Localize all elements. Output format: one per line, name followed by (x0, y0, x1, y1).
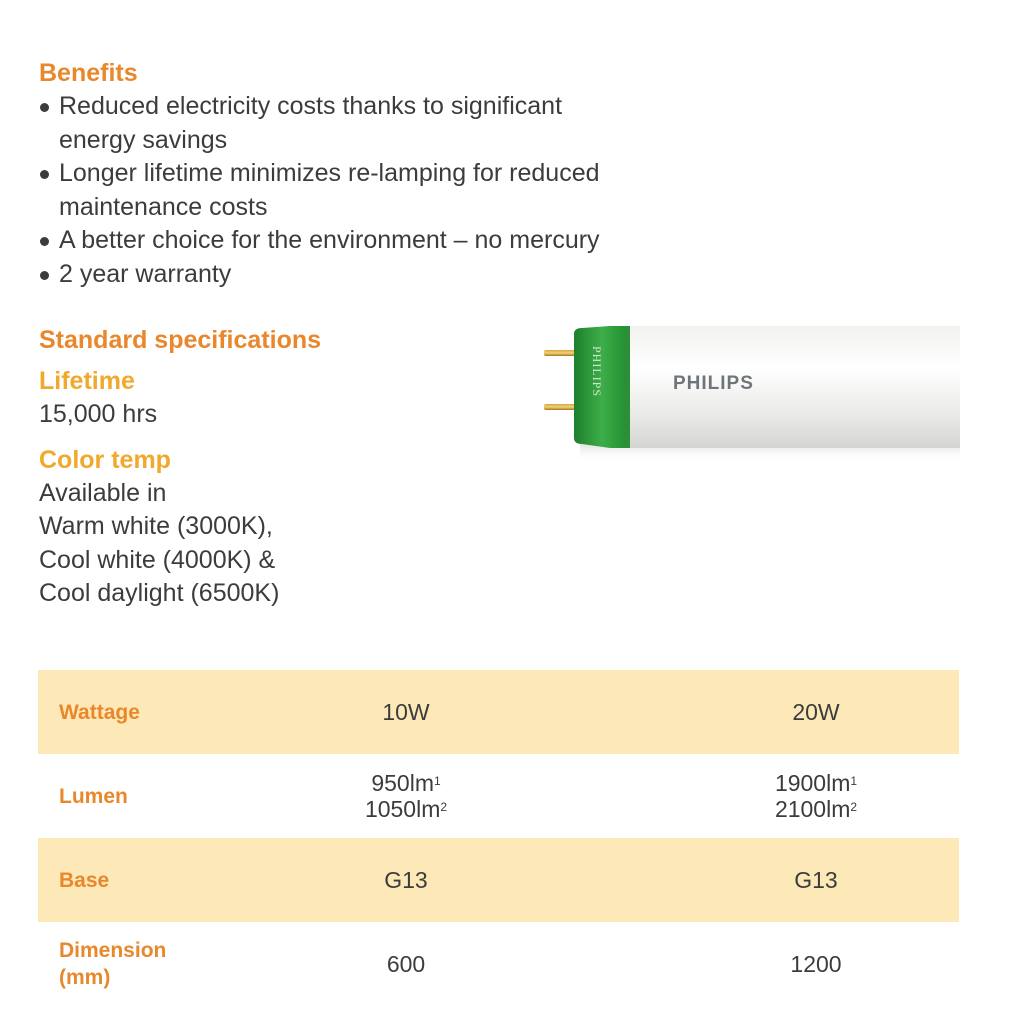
row-label: Lumen (59, 784, 128, 808)
row-label-line: Dimension (59, 939, 167, 962)
benefit-text: energy savings (59, 125, 228, 154)
cap-ring (624, 326, 630, 448)
row-label: Wattage (38, 670, 219, 754)
row-label: Base (38, 838, 219, 922)
lifetime-label: Lifetime (39, 367, 135, 395)
colortemp-line: Cool white (4000K) & (39, 545, 276, 574)
list-item (39, 157, 699, 224)
benefits-heading: Benefits (39, 59, 138, 87)
benefit-text: Longer lifetime minimizes re-lamping for reduced (59, 159, 600, 187)
lifetime-value: 15,000 hrs (39, 400, 158, 428)
bullet-icon (40, 237, 49, 246)
lumen-value: 950lm (371, 770, 434, 796)
svg-text:PHILIPS: PHILIPS (590, 346, 604, 398)
lumen-value: 1900lm (774, 770, 851, 796)
colortemp-value (39, 477, 499, 611)
bullet-icon (40, 170, 49, 179)
footnote-mark: 2 (850, 800, 858, 814)
pin-bottom (544, 404, 578, 410)
colortemp-line: Cool daylight (6500K) (39, 579, 280, 607)
benefit-text: maintenance costs (59, 192, 268, 221)
specs-heading: Standard specifications (39, 326, 322, 354)
cap-brand-text (590, 346, 604, 397)
colortemp-line: Available in (39, 478, 167, 507)
table-row (38, 670, 959, 754)
bullet-icon (40, 103, 49, 112)
lumen-value: 2100lm (774, 796, 851, 822)
table-row (38, 922, 959, 1006)
table-row (38, 754, 959, 838)
row-label (38, 922, 219, 1006)
spec-table (38, 670, 959, 1006)
cell-20w: 20W (673, 670, 959, 754)
benefit-text: Reduced electricity costs thanks to significant (59, 92, 563, 120)
cell-dimension-10w: 600 (386, 951, 426, 977)
cell-dimension-20w: 1200 (790, 951, 842, 977)
tube-brand-text: PHILIPS (673, 373, 754, 394)
cell-lumen-10w (219, 754, 673, 838)
cell-base-20w: G13 (673, 838, 959, 922)
cell-lumen-20w (673, 754, 959, 838)
footnote-mark: 1 (850, 774, 858, 788)
cell-10w: 10W (219, 670, 673, 754)
standard-specifications (39, 323, 499, 623)
led-tube-image (540, 318, 960, 468)
list-item (39, 224, 699, 258)
row-label-line: (mm) (59, 966, 111, 989)
benefits-list (39, 90, 699, 291)
colortemp-label: Color temp (39, 445, 171, 474)
table-row (38, 838, 959, 922)
benefits-section (39, 56, 979, 291)
cell-base-10w: G13 (219, 838, 673, 922)
pin-top (544, 350, 578, 356)
colortemp-line: Warm white (3000K), (39, 512, 273, 540)
benefit-text: 2 year warranty (59, 259, 232, 288)
lumen-value: 1050lm (364, 796, 441, 822)
list-item (39, 258, 699, 292)
bullet-icon (40, 271, 49, 280)
footnote-mark: 2 (440, 800, 448, 814)
benefit-text: A better choice for the environment – no mercury (59, 226, 600, 254)
footnote-mark: 1 (433, 774, 441, 788)
list-item (39, 90, 699, 157)
